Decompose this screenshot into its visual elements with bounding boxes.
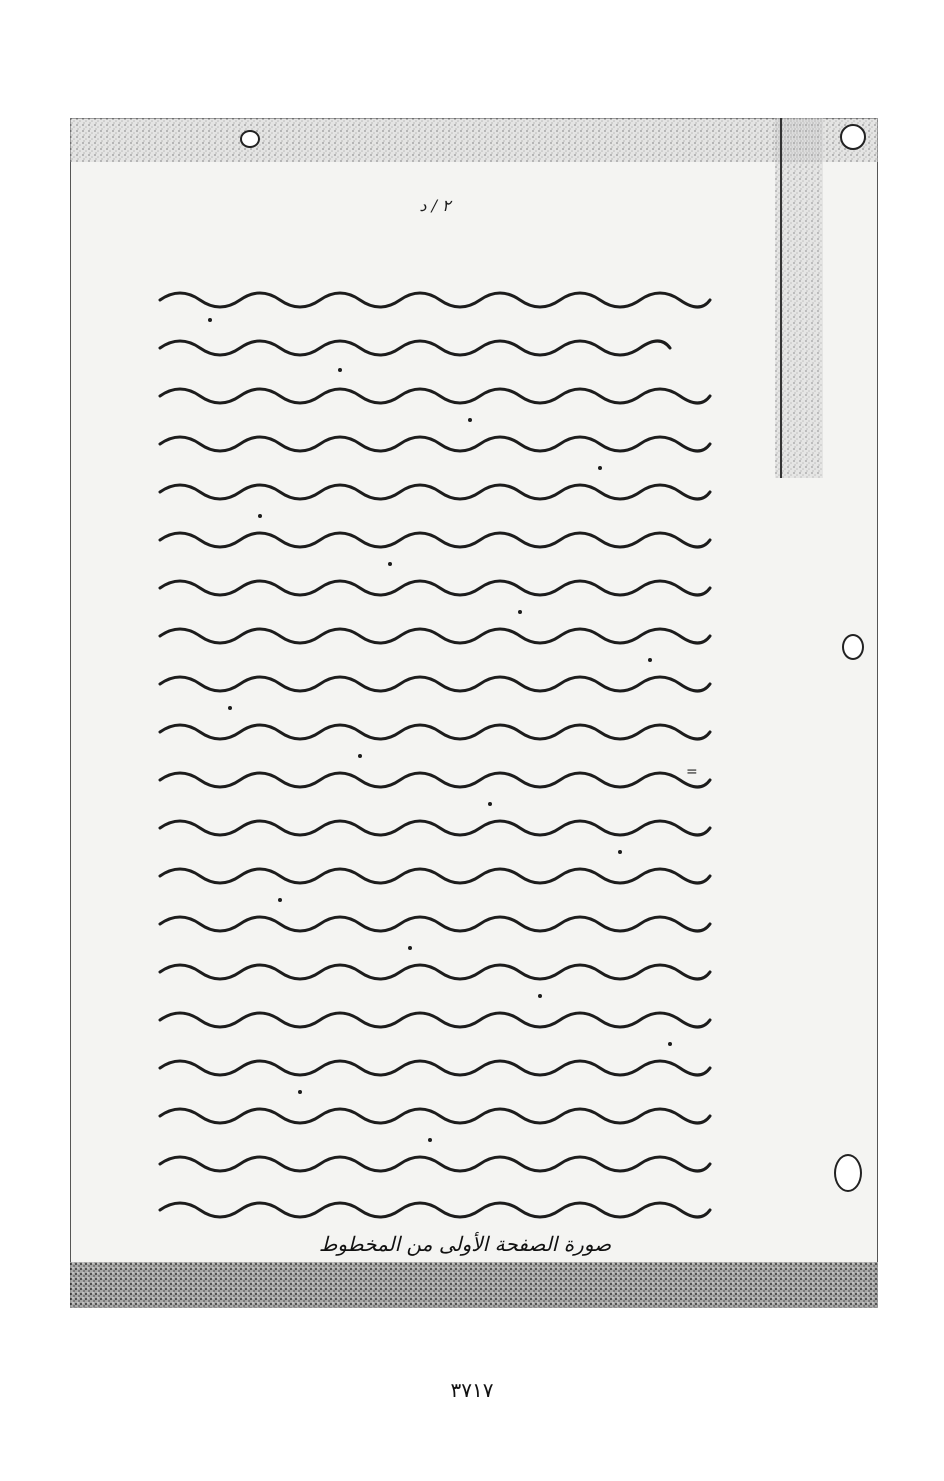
margin-hole-lower-right — [834, 1154, 862, 1192]
page-number: ٣٧١٧ — [450, 1378, 494, 1402]
manuscript-caption: صورة الصفحة الأولى من المخطوط — [318, 1232, 612, 1256]
bottom-photocopy-noise — [70, 1262, 878, 1308]
margin-equals-mark: = — [686, 764, 698, 780]
right-margin-noise — [775, 118, 823, 478]
top-margin-mark — [240, 130, 260, 148]
handwritten-text-block — [150, 270, 730, 1230]
margin-hole-middle-right — [842, 634, 864, 660]
folio-mark: ٢ / د — [419, 196, 451, 215]
top-photocopy-noise — [70, 118, 878, 162]
margin-hole-top-right — [840, 124, 866, 150]
